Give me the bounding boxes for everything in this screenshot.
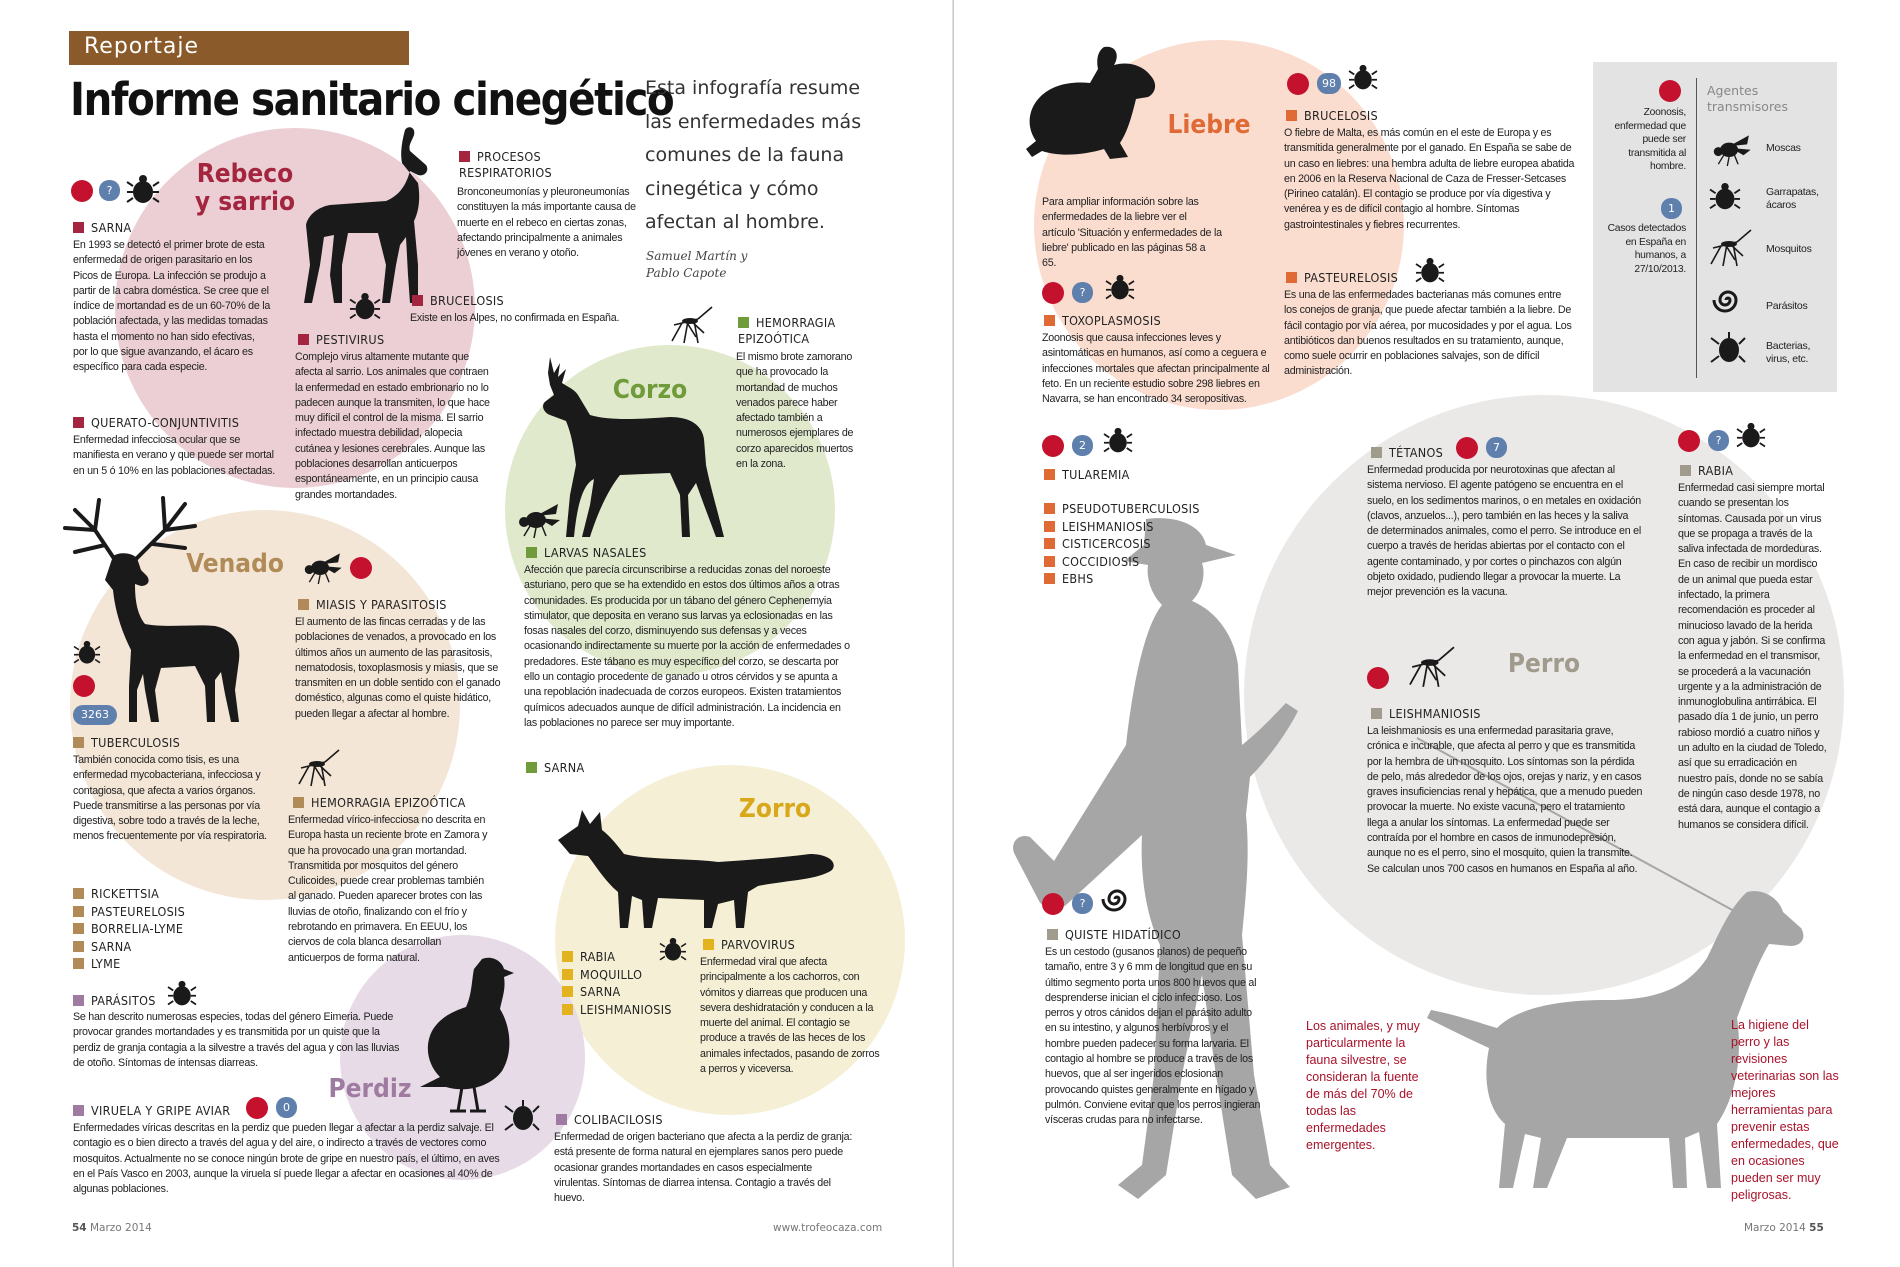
legend-cases-text: Casos detectados en España en humanos, a 27/10/2013. (1607, 223, 1686, 275)
credit: Samuel Martín y Pablo Capote (646, 249, 748, 280)
quiste-title: QUISTE HIDATÍDICO (1047, 927, 1181, 942)
tick-icon (74, 638, 100, 668)
perdiz-name: Perdiz (328, 1074, 412, 1104)
venado-disease-list (73, 885, 185, 973)
mosquito-icon (1707, 228, 1755, 268)
tetanos-cases-badge: 7 (1486, 437, 1507, 458)
zorro-disease-list (562, 948, 672, 1018)
venado-cases-badge: 3263 (73, 705, 117, 725)
list-item: PSEUDOTUBERCULOSIS (1044, 500, 1200, 518)
page-number: 55 (1809, 1222, 1824, 1234)
issue-date: Marzo 2014 (1744, 1222, 1806, 1234)
viruela-text: Enfermedades víricas descritas en la perdiz que pueden llegar a afectar a la perdiz salvaje. El contagio es o bien directo a través del agua y del aire, o indirecto a través de vectores como mosquitos. Actualmente no se conoce ningún brote de gripe en nuestro país, el último, en aves en el País Vasco en 2003, aunque la viruela sí puede llegar a afectar en ocasiones al 40% de algunas poblaciones. (73, 1122, 500, 1196)
querato-title: QUERATO-CONJUNTIVITIS (73, 415, 239, 430)
sarna-rebeco-text: En 1993 se detectó el primer brote de esta enfermedad de origen parasitario en los Picos de Europa. La infección se produjo a partir de la cabra doméstica. Se cree que el índice de mortandad es de un 60-70% de la población afectada, y las medidas tomadas hasta el momento no han sido efectivas, por lo que sigue avanzando, el ácaro es específico para cada especie. (73, 239, 271, 374)
tick-icon (1104, 425, 1132, 457)
legend-item-label: Mosquitos (1766, 243, 1812, 255)
hare-silhouette (1024, 45, 1164, 165)
page-title: Informe sanitario cinegético (70, 73, 674, 126)
tularemia-title: TULAREMIA (1044, 467, 1130, 482)
fauna-note: Los animales, y muy particularmente la fauna silvestre, se consideran la fuente de más del 70% de todas las enfermedades emergentes. (1306, 1019, 1420, 1152)
toxoplasmosis-zoonosis-dot (1042, 282, 1064, 304)
legend-title: Agentes transmisores (1707, 83, 1789, 114)
mosquito-icon (668, 305, 716, 345)
list-item: LYME (73, 955, 185, 973)
querato-text: Enfermedad infecciosa ocular que se manifiesta en verano y que puede ser mortal en un 5 ó 10% en las poblaciones afectadas. (73, 434, 275, 477)
miasis-title: MIASIS Y PARASITOSIS (298, 597, 447, 612)
list-item: RICKETTSIA (73, 885, 185, 903)
legend-cases-badge: 1 (1661, 198, 1682, 219)
brucelosis-liebre-title: BRUCELOSIS (1286, 108, 1378, 123)
list-item: LEISHMANIOSIS (562, 1001, 672, 1019)
legend-divider (1696, 78, 1697, 378)
right-page-number (1744, 1222, 1824, 1234)
rabia-zoonosis-dot (1678, 430, 1700, 452)
legend-zoonosis-dot (1659, 80, 1681, 102)
fly-icon (298, 548, 344, 584)
parasitos-title: PARÁSITOS (73, 993, 156, 1008)
left-page-number (72, 1222, 152, 1234)
chamois-silhouette (290, 125, 460, 305)
website: www.trofeocaza.com (773, 1222, 883, 1234)
liebre-name: Liebre (1167, 110, 1251, 140)
legend-item-label: Moscas (1766, 142, 1801, 154)
tularemia-zoonosis-dot (1042, 435, 1064, 457)
legend-item-label: Parásitos (1766, 300, 1808, 312)
toxoplasmosis-text: Zoonosis que causa infecciones leves y asintomáticas en humanos, así como a ceguera e infecciones mortales que afectan principalmente al feto. En un reciente estudio sobre 298 liebres en Navarra, se han encontrado 34 seropositivas. (1042, 332, 1270, 406)
rabia-text: Enfermedad casi siempre mortal cuando se presentan los síntomas. Causada por un virus que se propaga a través de la saliva infectada de mordeduras. En caso de recibir un mordisco de un animal que pueda estar infectado, la primera recomendación es proceder al minucioso lavado de la herida con agua y jabón. Si se confirma la enfermedad en el transmisor, se procederá a la vacunación urgente y a la administración de inmunoglobulina antirrábica. El pasado día 1 de junio, un perro rabioso mordió a cuatro niños y un adulto en la ciudad de Toledo, así que su erradicación en nuestro país, donde no se sabía de ningún caso desde 1978, no está dara, aunque el contagio a humanos se considera difícil. (1678, 482, 1827, 831)
liebre-note: Para ampliar información sobre las enfermedades de la liebre ver el artículo 'Situación y enfermedades de la liebre' publicado en las páginas 58 a 65. (1042, 196, 1222, 270)
hemorragia-venado-title: HEMORRAGIA EPIZOÓTICA (293, 795, 466, 810)
liebre-zoonosis-dot (1287, 73, 1309, 95)
list-item: PASTEURELOSIS (73, 903, 185, 921)
parasite-spiral-icon (1102, 884, 1132, 914)
parasitos-text: Se han descrito numerosas especies, todas del género Eimeria. Puede provocar grandes mortandades y es transmitida por un quiste que la perdiz de granja contagia a la silvestre a través del agua y con las lluvias de otoño. Síntomas de intensas diarreas. (73, 1011, 400, 1069)
tick-icon (127, 172, 159, 208)
issue-date: Marzo 2014 (89, 1222, 152, 1234)
procesos-title: PROCESOS RESPIRATORIOS (459, 149, 609, 181)
pestivirus-title: PESTIVIRUS (298, 332, 384, 347)
list-item: EBHS (1044, 570, 1200, 588)
viruela-title: VIRUELA Y GRIPE AVIAR (73, 1103, 230, 1118)
sarna-corzo-title: SARNA (526, 760, 584, 775)
legend-item-label: Bacterias, virus, etc. (1766, 340, 1811, 365)
leishmaniosis-perro-text: La leishmaniosis es una enfermedad parasitaria grave, crónica e incurable, que afecta al perro y que es transmitida por la hembra de un mosquito. Los síntomas son la pérdida de pelo, más alrededor de los ojos, orejas y nariz, y en casos graves insuficiencias renal y hepática, que a menudo pueden provocar la muerte. No existe vacuna, pero el tratamiento llega a anular los síntomas. La enfermedad puede ser contraída por el hombre en casos de inmunodepresión, aunque no es el perro, sino el mosquito, quien la transmite. Se calculan unos 700 casos en humanos en España al año. (1367, 725, 1643, 875)
miasis-text: El aumento de las fincas cerradas y de las poblaciones de venados, a provocado en los últimos años un aumento de las parasitosis, nematodosis, toxoplasmosis y miasis, que se transmiten en un doble sentido con el ganado doméstico, algunas como el quiste hidático, pueden llegar a afectar al hombre. (295, 616, 501, 720)
parasite-spiral-icon (1713, 285, 1743, 315)
partridge-silhouette (410, 955, 520, 1115)
perro-name: Perro (1507, 649, 1581, 679)
pestivirus-text: Complejo virus altamente mutante que afecta al sarrio. Los animales que contraen la enfermedad en estado embrionario no lo padecen aunque la transmiten, lo que hace muy difícil el control de la misma. El sarrio infectado muestra debilidad, alopecia cutánea y lesiones cerebrales. Aunque las poblaciones desarrollan anticuerpos espontáneamente, en un principio causa grandes mortandades. (295, 351, 490, 501)
corzo-name: Corzo (612, 375, 688, 405)
fly-icon (1707, 130, 1753, 166)
viruela-zoonosis-dot (246, 1097, 268, 1119)
legend-zoonosis-text: Zoonosis, enfermedad que puede ser transmitida al hombre. (1614, 107, 1686, 172)
procesos-text: Bronconeumonías y pleuroneumonías constituyen la más importante causa de muerte en el rebeco en ciertas zonas, afectando principalmente a animales jóvenes en verano y otoño. (457, 186, 636, 260)
higiene-note: La higiene del perro y las revisiones veterinarias son las mejores herramientas para prevenir estas enfermedades, que en ocasiones pueden ser muy peligrosas. (1731, 1018, 1839, 1202)
right-page (954, 0, 1900, 1267)
zorro-name: Zorro (738, 794, 812, 824)
tuberculosis-title: TUBERCULOSIS (73, 735, 180, 750)
tetanos-zoonosis-dot (1456, 437, 1478, 459)
rabia-unknown-badge: ? (1708, 430, 1729, 451)
hemorragia-corzo-text: El mismo brote zamorano que ha provocado la mortandad de muchos venados parece haber afectado también a numerosos ejemplares de corzo aparecidos muertos en la zona. (736, 351, 854, 471)
colibacilosis-title: COLIBACILOSIS (556, 1112, 663, 1127)
larvas-text: Afección que parecía circunscribirse a reducidas zonas del noroeste asturiano, pero que se ha extendido en estos dos últimos años a otras comunidades. Es producida por un tábano del género Cephenemyia stimulator, que deposita en verano sus larvas ya eclosionadas en las fosas nasales del corzo, disminuyendo sus defensas y a veces ocasionando indirectamente su muerte por la acción de enfermedades o predadores. Este tábano es muy específico del corzo, se descarta por ello un contagio procedente de ganado u otros cérvidos y se apunta a una repoblación inadecuada de corzos europeos. Existen tratamientos químicos adecuados aunque de difícil administración. La incidencia en las poblaciones no parece ser muy importante. (524, 564, 850, 729)
liebre-disease-list (1044, 500, 1200, 588)
legend-item-label: Garrapatas, ácaros (1766, 186, 1819, 211)
rebeco-zoonosis-dot (71, 180, 93, 202)
section-tag-label: Reportaje (84, 34, 200, 59)
venado-zoonosis-dot (350, 557, 372, 579)
tetanos-text: Enfermedad producida por neurotoxinas que afectan al sistema nervioso. El agente patógeno se encuentra en el suelo, en los sedimentos marinos, o en metales en oxidación (clavos, anzuelos...), pero también en las heces y la saliva de determinados animales, como el perro. Se introduce en el cuerpo a través de heridas abiertas por el contacto con el agente contaminado, y por cortes o pinchazos con algún objeto oxidado, pudiendo llegar a provocar la muerte. La mejor prevención es la vacuna. (1367, 464, 1641, 599)
page-number: 54 (72, 1222, 87, 1234)
rebeco-unknown-badge: ? (99, 180, 120, 201)
viruela-cases-badge: 0 (276, 1097, 297, 1118)
fly-icon (512, 498, 562, 538)
leishmaniosis-perro-title: LEISHMANIOSIS (1371, 706, 1481, 721)
list-item: MOQUILLO (562, 966, 672, 984)
pasteurelosis-liebre-title: PASTEURELOSIS (1286, 270, 1398, 285)
list-item: RABIA (562, 948, 672, 966)
tick-icon (168, 978, 196, 1010)
quiste-text: Es un cestodo (gusanos planos) de pequeño tamaño, entre 3 y 6 mm de longitud que en su último segmento porta unos 800 huevos que al desprenderse inician el ciclo infeccioso. Los perros y otros cánidos dejan el parásito adulto en su intestino, y algunos herbívoros y el hombre pueden padecer su forma larvaria. El contagio al hombre se produce a través de los huevos, que al ser ingeridos eclosionan provocando quistes generalmente en hígado y pulmón. Conviene evitar que los perros ingieran vísceras crudas para no infectarse. (1045, 946, 1261, 1127)
tick-icon (1349, 62, 1377, 94)
tuberculosis-text: También conocida como tisis, es una enfermedad mycobacteriana, infecciosa y contagiosa, que afecta a varios órganos. Puede transmitirse a las personas por vía digestiva, sobre todo a través de la leche, menos frecuentemente por vía respiratoria. (73, 754, 267, 843)
perro-zoonosis-dot (1367, 667, 1389, 689)
tick-icon (1416, 255, 1444, 287)
venado-name: Venado (186, 549, 284, 579)
hemorragia-venado-text: Enfermedad vírico-infecciosa no descrita en Europa hasta un reciente brote en Zamora y que ha provocado una gran mortandad. Transmitida por mosquitos del género Culicoides, puede crear problemas también al ganado. Pueden aparecer brotes con las lluvias de otoño, finalizando con el frío y rebrotando en primavera. En EEUU, los ciervos de cola blanca desarrollan anticuerpos de forma natural. (288, 814, 488, 964)
rebeco-name: Rebeco y sarrio (194, 159, 296, 217)
tick-icon (1710, 180, 1740, 214)
mosquito-icon (1405, 645, 1459, 689)
quiste-zoonosis-dot (1042, 893, 1064, 915)
parvovirus-title: PARVOVIRUS (703, 937, 795, 952)
mosquito-icon (295, 748, 343, 788)
venado-red-dot (73, 675, 95, 697)
pasteurelosis-liebre-text: Es una de las enfermedades bacterianas más comunes entre los conejos de granja, que puede afectar también a la liebre. De fácil contagio por vía aérea, por mucosidades y por el agua. Los antibióticos dan buenos resultados en su tratamiento, aunque, como suele ocurrir en poblaciones salvajes, son de difícil administración. (1284, 289, 1572, 378)
intro-text: Esta infografía resume las enfermedades más comunes de la fauna cinegética y cómo afectan al hombre. (645, 77, 862, 233)
tetanos-title: TÉTANOS (1371, 445, 1443, 460)
list-item: CISTICERCOSIS (1044, 535, 1200, 553)
rabia-title: RABIA (1680, 463, 1733, 478)
list-item: LEISHMANIOSIS (1044, 518, 1200, 536)
brucelosis-liebre-text: O fiebre de Malta, es más común en el este de Europa y es transmitida generalmente por el ganado. En España se sabe de un caso en liebres: una hembra adulta de liebre europea abatida en 2006 en la Reserva Nacional de Caza de Fresser-Setcases (Pirineo catalán). El contagio se produce por vía digestiva y venérea y es de difícil contagio al hombre. Síntomas gastrointestinales y fiebres recurrentes. (1284, 127, 1575, 231)
list-item: BORRELIA-LYME (73, 920, 185, 938)
tick-icon (1106, 272, 1134, 304)
bacteria-icon (1711, 332, 1745, 366)
toxoplasmosis-title: TOXOPLASMOSIS (1044, 313, 1161, 328)
toxoplasmosis-unknown-badge: ? (1072, 282, 1093, 303)
list-item: COCCIDIOSIS (1044, 553, 1200, 571)
bacteria-icon (505, 1100, 539, 1134)
tick-icon (1737, 420, 1765, 452)
quiste-unknown-badge: ? (1072, 893, 1093, 914)
colibacilosis-text: Enfermedad de origen bacteriano que afecta a la perdiz de granja: está presente de forma natural en ejemplares sanos pero puede ocasionar grandes mortandades en casos especialmente virulentas. Síntomas de diarrea intensa. Contagio a través del huevo. (554, 1131, 853, 1205)
larvas-title: LARVAS NASALES (526, 545, 647, 560)
tick-icon (350, 290, 380, 324)
tick-icon (660, 935, 686, 965)
parvovirus-text: Enfermedad viral que afecta principalmente a los cachorros, con vómitos y diarreas que producen una severa deshidratación y conducen a la muerte del animal. El contagio se produce a través de las heces de los animales infectados, pasando de zorros a perros y viceversa. (700, 956, 880, 1076)
hemorragia-corzo-title: HEMORRAGIA EPIZOÓTICA (738, 315, 848, 347)
list-item: SARNA (73, 938, 185, 956)
tularemia-cases-badge: 2 (1072, 435, 1093, 456)
list-item: SARNA (562, 983, 672, 1001)
fox-silhouette (548, 800, 838, 930)
sarna-rebeco-title: SARNA (73, 220, 131, 235)
liebre-cases-badge: 98 (1317, 73, 1341, 94)
brucelosis-rebeco-text: Existe en los Alpes, no confirmada en España. (410, 312, 620, 324)
brucelosis-rebeco-title: BRUCELOSIS (412, 293, 504, 308)
